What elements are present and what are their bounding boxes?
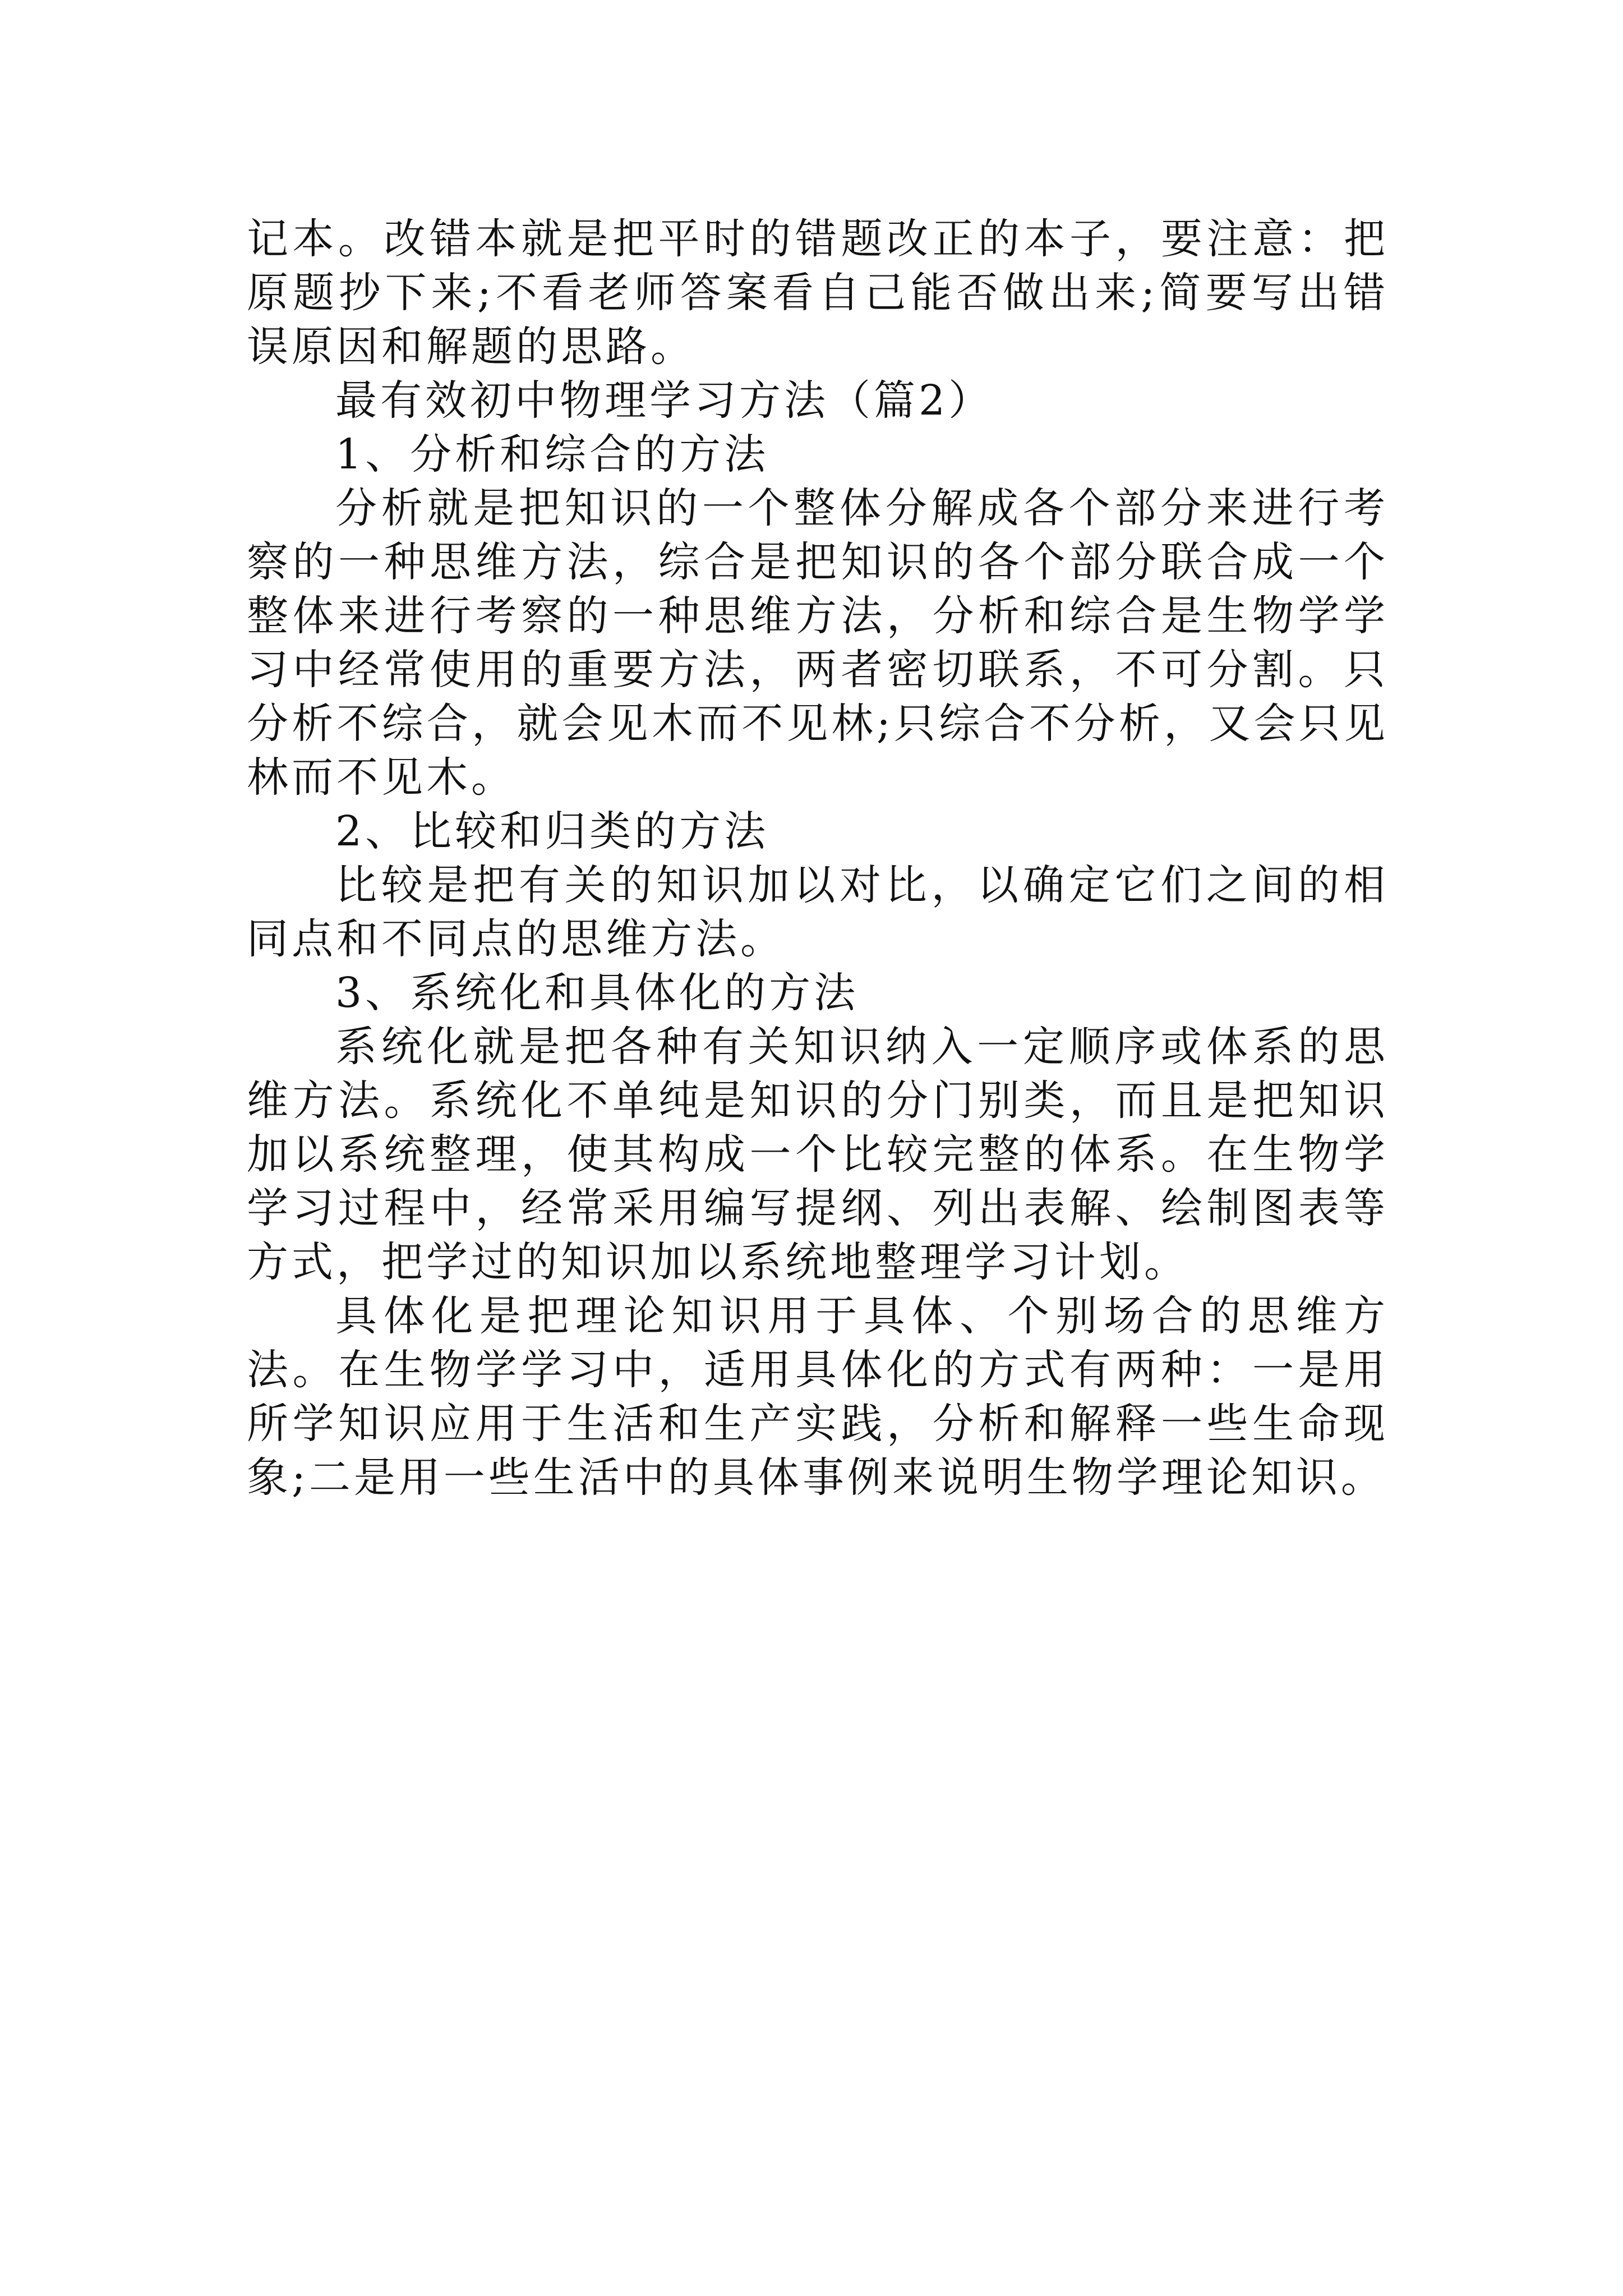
document-body — [247, 212, 1389, 1504]
section-title: 最有效初中物理学习方法（篇2） — [335, 376, 994, 425]
subheading-comparison: 2、比较和归类的方法 — [335, 807, 769, 855]
subheading-systematization: 3、系统化和具体化的方法 — [335, 969, 859, 1017]
paragraph-analysis: 分析就是把知识的一个整体分解成各个部分来进行考察的一种思维方法，综合是把知识的各个部分联合成一个整体来进行考察的一种思维方法，分析和综合是生物学学习中经常使用的重要方法，两者密切联系，不可分割。只分析不综合，就会见木而不见林;只综合不分析，又会只见林而不见木。 — [247, 484, 1389, 802]
paragraph-concretization: 具体化是把理论知识用于具体、个别场合的思维方法。在生物学学习中，适用具体化的方式有两种：一是用所学知识应用于生活和生产实践，分析和解释一些生命现象;二是用一些生活中的具体事例来说明生物学理论知识。 — [247, 1292, 1389, 1502]
paragraph-comparison: 比较是把有关的知识加以对比，以确定它们之间的相同点和不同点的思维方法。 — [247, 861, 1389, 963]
subheading-analysis-synthesis: 1、分析和综合的方法 — [335, 430, 769, 478]
paragraph-continuation: 记本。改错本就是把平时的错题改正的本子，要注意：把原题抄下来;不看老师答案看自己能否做出来;简要写出错误原因和解题的思路。 — [247, 215, 1389, 371]
paragraph-systematization: 系统化就是把各种有关知识纳入一定顺序或体系的思维方法。系统化不单纯是知识的分门别类，而且是把知识加以系统整理，使其构成一个比较完整的体系。在生物学学习过程中，经常采用编写提纲、列出表解、绘制图表等方式，把学过的知识加以系统地整理学习计划。 — [247, 1023, 1389, 1286]
